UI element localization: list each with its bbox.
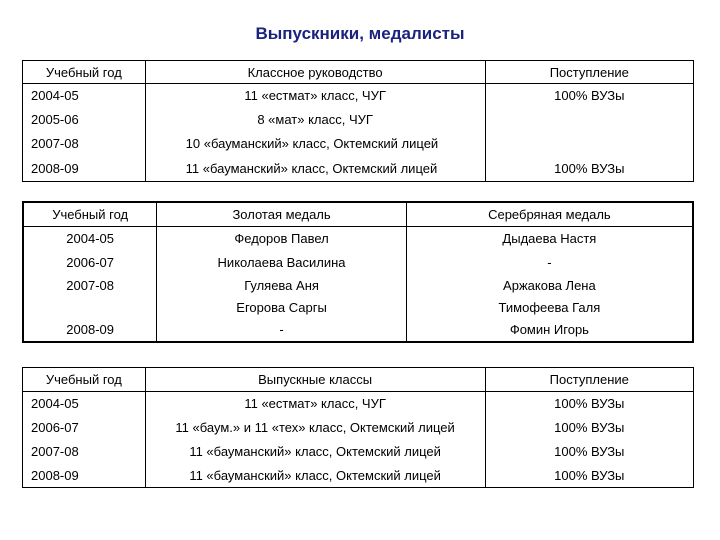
table-row <box>23 250 693 274</box>
cell-admission <box>485 132 693 156</box>
cell-year: 2004-05 <box>23 226 157 250</box>
cell-gold: - <box>157 318 406 342</box>
cell-class: 11 «бауманский» класс, Октемский лицей <box>145 156 485 182</box>
table-row <box>23 440 694 464</box>
cell-class: 11 «естмат» класс, ЧУГ <box>145 84 485 108</box>
header-graduating-classes: Выпускные классы <box>145 368 485 392</box>
cell-class: 11 «баум.» и 11 «тех» класс, Октемский лицей <box>145 416 485 440</box>
cell-year: 2007-08 <box>23 274 157 296</box>
cell-year: 2008-09 <box>23 464 146 488</box>
header-class-leadership: Классное руководство <box>145 61 485 84</box>
table-row <box>23 416 694 440</box>
cell-class: 11 «естмат» класс, ЧУГ <box>145 392 485 416</box>
cell-admission <box>485 108 693 132</box>
header-year: Учебный год <box>23 368 146 392</box>
page-title: Выпускники, медалисты <box>255 24 465 43</box>
header-year: Учебный год <box>23 202 157 226</box>
table-row <box>23 108 694 132</box>
table-row <box>23 274 693 296</box>
table-row <box>23 84 694 108</box>
cell-gold: Егорова Саргы <box>157 296 406 318</box>
cell-year: 2006-07 <box>23 416 146 440</box>
cell-year: 2007-08 <box>23 440 146 464</box>
cell-year: 2007-08 <box>23 132 146 156</box>
header-year: Учебный год <box>23 61 146 84</box>
cell-year: 2006-07 <box>23 250 157 274</box>
cell-silver: Фомин Игорь <box>406 318 693 342</box>
cell-class: 11 «бауманский» класс, Октемский лицей <box>145 464 485 488</box>
table-row <box>23 156 694 182</box>
header-admission: Поступление <box>485 61 693 84</box>
table-header-row <box>23 202 693 226</box>
table-row <box>23 392 694 416</box>
table-row <box>23 296 693 318</box>
cell-admission: 100% ВУЗы <box>485 440 693 464</box>
table-row <box>23 226 693 250</box>
cell-gold: Гуляева Аня <box>157 274 406 296</box>
cell-gold: Николаева Василина <box>157 250 406 274</box>
cell-gold: Федоров Павел <box>157 226 406 250</box>
cell-year: 2004-05 <box>23 392 146 416</box>
cell-class: 8 «мат» класс, ЧУГ <box>145 108 485 132</box>
cell-year: 2008-09 <box>23 156 146 182</box>
table-row <box>23 132 694 156</box>
table-header-row <box>23 368 694 392</box>
cell-year: 2005-06 <box>23 108 146 132</box>
table-medalists <box>22 201 694 343</box>
cell-class: 10 «бауманский» класс, Октемский лицей <box>145 132 485 156</box>
cell-year <box>23 296 157 318</box>
cell-admission: 100% ВУЗы <box>485 84 693 108</box>
cell-silver: Аржакова Лена <box>406 274 693 296</box>
table-row <box>23 464 694 488</box>
table-graduates <box>22 367 694 488</box>
cell-year: 2008-09 <box>23 318 157 342</box>
table-class-leadership <box>22 60 694 182</box>
table-row <box>23 318 693 342</box>
cell-silver: Дыдаева Настя <box>406 226 693 250</box>
cell-admission: 100% ВУЗы <box>485 416 693 440</box>
header-gold-medal: Золотая медаль <box>157 202 406 226</box>
cell-silver: - <box>406 250 693 274</box>
cell-admission: 100% ВУЗы <box>485 392 693 416</box>
table-header-row <box>23 61 694 84</box>
cell-admission: 100% ВУЗы <box>485 156 693 182</box>
cell-year: 2004-05 <box>23 84 146 108</box>
header-admission: Поступление <box>485 368 693 392</box>
cell-silver: Тимофеева Галя <box>406 296 693 318</box>
header-silver-medal: Серебряная медаль <box>406 202 693 226</box>
cell-class: 11 «бауманский» класс, Октемский лицей <box>145 440 485 464</box>
cell-admission: 100% ВУЗы <box>485 464 693 488</box>
